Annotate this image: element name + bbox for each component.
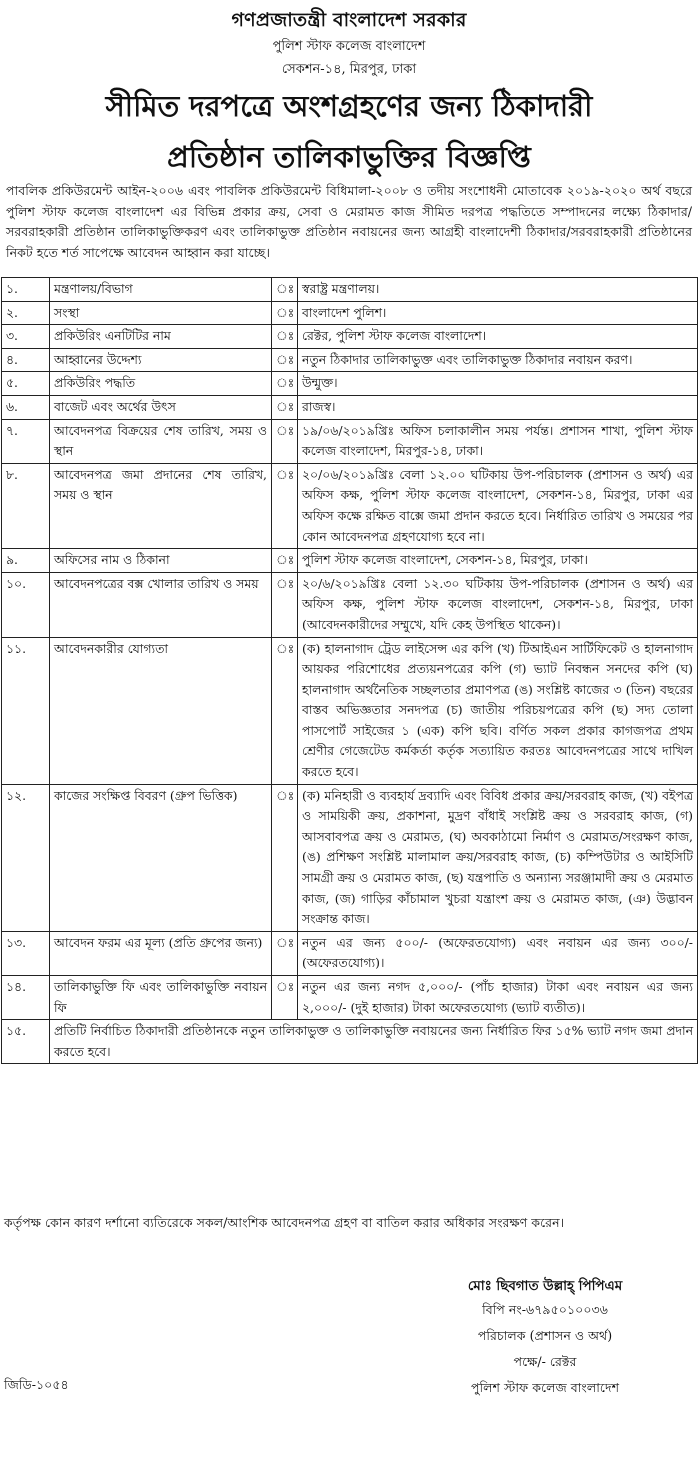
row-label: কাজের সংক্ষিপ্ত বিবরণ (গ্রুপ ভিত্তিক) bbox=[50, 784, 272, 931]
row-separator: ঃ bbox=[272, 372, 298, 396]
table-row bbox=[2, 549, 698, 573]
row-label: আবেদনকারীর যোগ্যতা bbox=[50, 637, 272, 784]
row-number: ২. bbox=[2, 301, 50, 325]
row-value: রাজস্ব। bbox=[298, 395, 698, 419]
signatory-organization: পুলিশ স্টাফ কলেজ বাংলাদেশ bbox=[470, 1380, 620, 1395]
row-value: (ক) মনিহারী ও ব্যবহার্য দ্রব্যাদি এবং বিবিধ প্রকার ক্রয়/সরবরাহ কাজ, (খ) বইপত্র ও সাময়িকী ক্রয়, প্রকাশনা, মুদ্রণ বাঁধাই সংশ্লিষ্ট ক্রয় ও সরবরাহ কাজ, (গ) আসবাবপত্র ক্রয় ও মেরামত, (ঘ) অবকাঠামো নির্মাণ ও মেরামত/সংরক্ষণ কাজ, (ঙ) প্রশিক্ষণ সংশ্লিষ্ট মালামাল ক্রয়/সরবরাহ কাজ, (চ) কম্পিউটার ও আইসিটি সামগ্রী ক্রয় ও মেরামত কাজ, (ছ) যন্ত্রপাতি ও অন্যান্য সরঞ্জামাদী ক্রয় ও মেরমাত কাজ, (জ) গাড়ির কাঁচামাল খুচরা যন্ত্রাংশ ক্রয় ও মেরামত কাজ, (ঞ) উদ্ভাবন সংক্রান্ত কাজ। bbox=[298, 784, 698, 931]
row-separator: ঃ bbox=[272, 348, 298, 372]
row-separator: ঃ bbox=[272, 549, 298, 573]
row-value: ২০/৬/২০১৯খ্রিঃ বেলা ১২.৩০ ঘটিকায় উপ-পরিচালক (প্রশাসন ও অর্থ) এর অফিস কক্ষ, পুলিশ স্টাফ কলেজ বাংলাদেশ, সেকশন-১৪, মিরপুর, ঢাকা (আবেদনকারীদের সম্মুখে, যদি কেহ উপস্থিত থাকেন)। bbox=[298, 572, 698, 637]
row-label: আবেদনপত্র বিক্রয়ের শেষ তারিখ, সময় ও স্থান bbox=[50, 419, 272, 463]
row-number: ৫. bbox=[2, 372, 50, 396]
row-number: ৯. bbox=[2, 549, 50, 573]
row-value: রেক্টর, পুলিশ স্টাফ কলেজ বাংলাদেশ। bbox=[298, 325, 698, 349]
table-row bbox=[2, 419, 698, 463]
government-title: গণপ্রজাতন্ত্রী বাংলাদেশ সরকার bbox=[231, 9, 467, 31]
table-row bbox=[2, 395, 698, 419]
row-separator: ঃ bbox=[272, 931, 298, 975]
row-number: ১২. bbox=[2, 784, 50, 931]
table-row bbox=[2, 348, 698, 372]
row-value: (ক) হালনাগাদ ট্রেড লাইসেন্স এর কপি (খ) টিআইএন সার্টিফিকেট ও হালনাগাদ আয়কর পরিশোধের প্রত্যয়নপত্রের কপি (গ) ভ্যাট নিবন্ধন সনদের কপি (ঘ) হালনাগাদ অর্থনৈতিক সচ্ছলতার প্রমাণপত্র (ঙ) সংশ্লিষ্ট কাজের ৩ (তিন) বছরের বাস্তব অভিজ্ঞতার সনদপত্র (চ) জাতীয় পরিচয়পত্রের কপি (ছ) সদ্য তোলা পাসপোর্ট সাইজের ১ (এক) কপি ছবি। বর্ণিত সকল প্রকার কাগজপত্র প্রথম শ্রেণীর গেজেটেড কর্মকর্তা কর্তৃক সত্যায়িত করতঃ আবেদনপত্রের সাথে দাখিল করতে হবে। bbox=[298, 637, 698, 784]
row-value: নতুন এর জন্য ৫০০/- (অফেরতযোগ্য) এবং নবায়ন এর জন্য ৩০০/- (অফেরতযোগ্য)। bbox=[298, 931, 698, 975]
row-label: বাজেট এবং অর্থের উৎস bbox=[50, 395, 272, 419]
signatory-role: পরিচালক (প্রশাসন ও অর্থ) bbox=[477, 1328, 613, 1343]
organization-address: সেকশন-১৪, মিরপুর, ঢাকা bbox=[281, 62, 417, 77]
row-label: তালিকাভুক্তি ফি এবং তালিকাভুক্তি নবায়ন ফি bbox=[50, 976, 272, 1020]
row-number: ১. bbox=[2, 278, 50, 302]
row-value: নতুন ঠিকাদার তালিকাভুক্ত এবং তালিকাভুক্ত ঠিকাদার নবায়ন করণ। bbox=[298, 348, 698, 372]
row-separator: ঃ bbox=[272, 278, 298, 302]
row-number: ৭. bbox=[2, 419, 50, 463]
row-label: প্রকিউরিং পদ্ধতি bbox=[50, 372, 272, 396]
row-value: ২০/০৬/২০১৯খ্রিঃ বেলা ১২.০০ ঘটিকায় উপ-পরিচালক (প্রশাসন ও অর্থ) এর অফিস কক্ষ, পুলিশ স্টাফ কলেজ বাংলাদেশ, সেকশন-১৪, মিরপুর, ঢাকা এর অফিস কক্ষে রক্ষিত বাক্সে জমা প্রদান করতে হবে। নির্ধারিত তারিখ ও সময়ের পর কোন আবেদনপত্র গ্রহণযোগ্য হবে না। bbox=[298, 463, 698, 548]
row-separator: ঃ bbox=[272, 784, 298, 931]
row-label: সংস্থা bbox=[50, 301, 272, 325]
row-separator: ঃ bbox=[272, 463, 298, 548]
row-number: ১১. bbox=[2, 637, 50, 784]
notice-details-body bbox=[2, 278, 698, 1064]
table-row bbox=[2, 463, 698, 548]
row-separator: ঃ bbox=[272, 637, 298, 784]
row-label: আবেদন ফরম এর মূল্য (প্রতি গ্রুপের জন্য) bbox=[50, 931, 272, 975]
row-text: প্রতিটি নির্বাচিত ঠিকাদারী প্রতিষ্ঠানকে নতুন তালিকাভুক্ত ও তালিকাভুক্তি নবায়নের জন্য নির্ধারিত ফির ১৫% ভ্যাট নগদ জমা প্রদান করতে হবে। bbox=[50, 1020, 698, 1064]
row-number: ১৪. bbox=[2, 976, 50, 1020]
row-number: ৪. bbox=[2, 348, 50, 372]
row-number: ১০. bbox=[2, 572, 50, 637]
row-label: আবেদনপত্রের বক্স খোলার তারিখ ও সময় bbox=[50, 572, 272, 637]
row-separator: ঃ bbox=[272, 419, 298, 463]
row-value: পুলিশ স্টাফ কলেজ বাংলাদেশ, সেকশন-১৪, মিরপুর, ঢাকা। bbox=[298, 549, 698, 573]
row-label: আহ্বানের উদ্দেশ্য bbox=[50, 348, 272, 372]
signatory-on-behalf: পক্ষে/- রেক্টর bbox=[513, 1354, 577, 1369]
row-number: ১৫. bbox=[2, 1020, 50, 1064]
row-label: আবেদনপত্র জমা প্রদানের শেষ তারিখ, সময় ও স্থান bbox=[50, 463, 272, 548]
table-row bbox=[2, 301, 698, 325]
row-separator: ঃ bbox=[272, 395, 298, 419]
table-row bbox=[2, 976, 698, 1020]
table-row bbox=[2, 325, 698, 349]
row-value: ১৯/০৬/২০১৯খ্রিঃ অফিস চলাকালীন সময় পর্যন্ত। প্রশাসন শাখা, পুলিশ স্টাফ কলেজ বাংলাদেশ, মিরপুর-১৪, ঢাকা। bbox=[298, 419, 698, 463]
table-row bbox=[2, 637, 698, 784]
table-row bbox=[2, 572, 698, 637]
row-value: উন্মুক্ত। bbox=[298, 372, 698, 396]
row-number: ১৩. bbox=[2, 931, 50, 975]
table-row bbox=[2, 931, 698, 975]
notice-details-table bbox=[1, 277, 698, 1064]
intro-paragraph: পাবলিক প্রকিউরমেন্ট আইন-২০০৬ এবং পাবলিক প্রকিউরমেন্ট বিধিমালা-২০০৮ ও তদীয় সংশোধনী মোতাবেক ২০১৯-২০২০ অর্থ বছরে পুলিশ স্টাফ কলেজ বাংলাদেশ এর বিভিন্ন প্রকার ক্রয়, সেবা ও মেরামত কাজ সীমিত দরপত্র পদ্ধতিতে সম্পাদনের লক্ষ্যে ঠিকাদার/সরবরাহকারী প্রতিষ্ঠান তালিকাভুক্তিকরণ এবং তালিকাভুক্ত প্রতিষ্ঠান নবায়নের জন্য আগ্রহী বাংলাদেশী ঠিকাদার/সরবরাহকারী প্রতিষ্ঠানের নিকট হতে শর্ত সাপেক্ষে আবেদন আহ্বান করা যাচ্ছে। bbox=[6, 183, 692, 260]
signatory-bp-number: বিপি নং-৬৭৯৫০১০০৩৬ bbox=[482, 1302, 608, 1317]
row-value: বাংলাদেশ পুলিশ। bbox=[298, 301, 698, 325]
table-row bbox=[2, 372, 698, 396]
notice-title-line-1: সীমিত দরপত্রে অংশগ্রহণের জন্য ঠিকাদারী bbox=[105, 89, 593, 123]
row-label: মন্ত্রণালয়/বিভাগ bbox=[50, 278, 272, 302]
table-row bbox=[2, 784, 698, 931]
table-row-15 bbox=[2, 1020, 698, 1064]
row-label: প্রকিউরিং এনটিটির নাম bbox=[50, 325, 272, 349]
row-separator: ঃ bbox=[272, 325, 298, 349]
organization-name: পুলিশ স্টাফ কলেজ বাংলাদেশ bbox=[272, 39, 426, 54]
row-number: ৩. bbox=[2, 325, 50, 349]
row-number: ৮. bbox=[2, 463, 50, 548]
notice-title-line-2: প্রতিষ্ঠান তালিকাভুক্তির বিজ্ঞপ্তি bbox=[167, 140, 531, 174]
row-value: স্বরাষ্ট্র মন্ত্রণালয়। bbox=[298, 278, 698, 302]
row-separator: ঃ bbox=[272, 976, 298, 1020]
row-value: নতুন এর জন্য নগদ ৫,০০০/- (পাঁচ হাজার) টাকা এবং নবায়ন এর জন্য ২,০০০/- (দুই হাজার) টাকা অফেরতযোগ্য (ভ্যাট ব্যতীত)। bbox=[298, 976, 698, 1020]
row-separator: ঃ bbox=[272, 301, 298, 325]
reference-code: জিডি-১০৫৪ bbox=[4, 1377, 69, 1392]
authority-reservation-note: কর্তৃপক্ষ কোন কারণ দর্শানো ব্যতিরেকে সকল/আংশিক আবেদনপত্র গ্রহণ বা বাতিল করার অধিকার সংরক্ষণ করেন। bbox=[4, 1215, 565, 1230]
signatory-name: মোঃ ছিবগাত উল্লাহ্ পিপিএম bbox=[467, 1278, 623, 1294]
row-label: অফিসের নাম ও ঠিকানা bbox=[50, 549, 272, 573]
table-row bbox=[2, 278, 698, 302]
row-number: ৬. bbox=[2, 395, 50, 419]
row-separator: ঃ bbox=[272, 572, 298, 637]
